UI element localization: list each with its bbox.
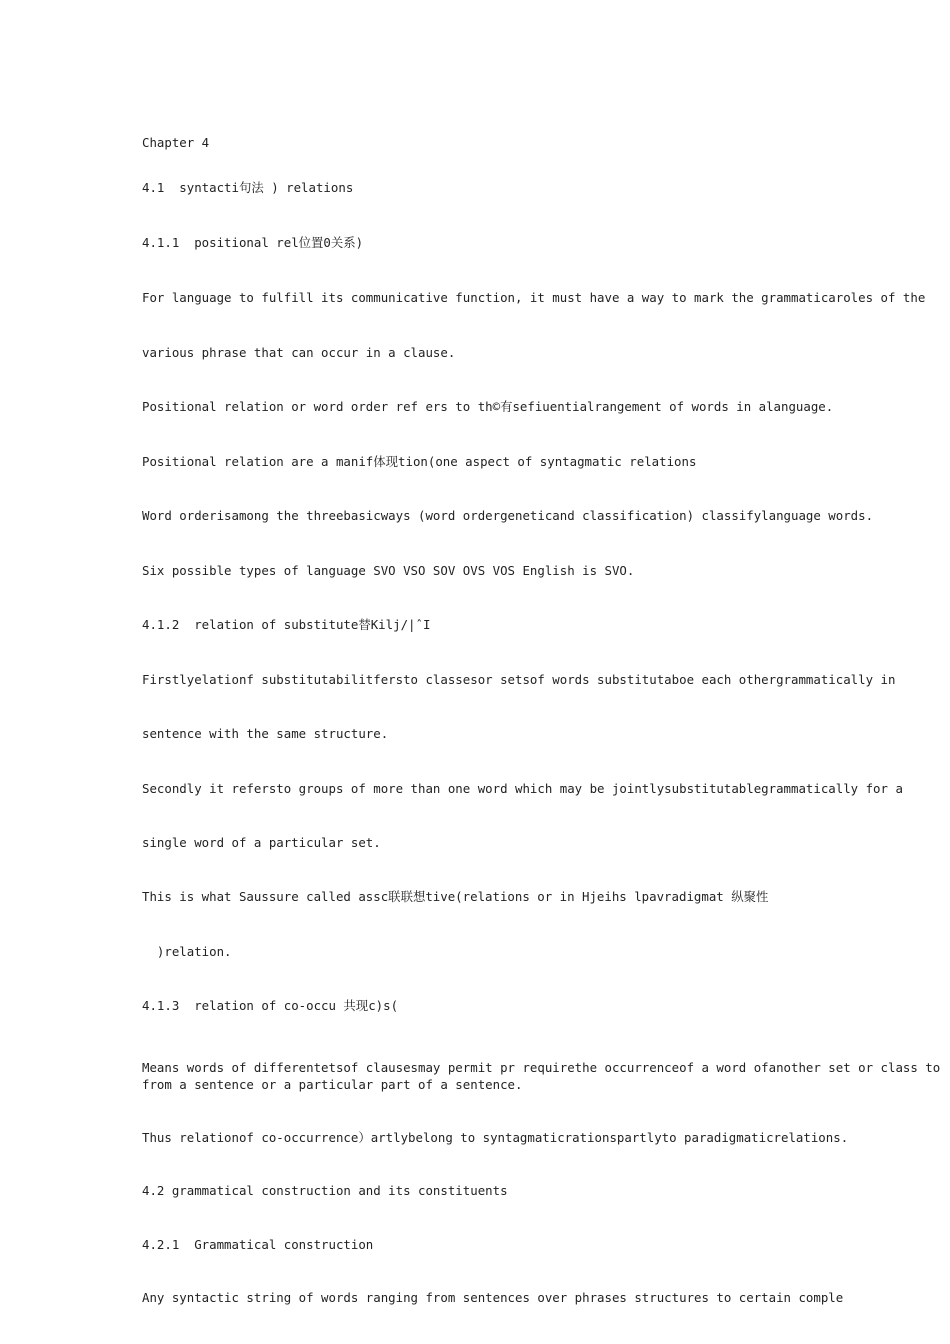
subsection-heading-4-1-3: 4.1.3 relation of co-occu 共现c)s( [142, 998, 399, 1013]
chapter-heading: Chapter 4 [142, 135, 210, 150]
paragraph-line: Positional relation are a manif体现tion(one aspect of syntagmatic relations [142, 454, 697, 469]
paragraph-line: Positional relation or word order ref ers to th©有sefiuentialrangement of words in alanguage. [142, 399, 834, 414]
paragraph-line: Secondly it refersto groups of more than one word which may be jointlysubstitutablegrammatically for a [142, 781, 903, 796]
paragraph-line: Thus relationof co-occurrence）artlybelong to syntagmaticrationspartlyto paradigmaticrelations. [142, 1130, 849, 1145]
paragraph-line: Word orderisamong the threebasicways (word ordergeneticand classification) classifylanguage words. [142, 508, 874, 523]
paragraph-line: For language to fulfill its communicative function, it must have a way to mark the grammaticaroles of the [142, 290, 926, 305]
paragraph-line: Any syntactic string of words ranging from sentences over phrases structures to certain comple [142, 1290, 844, 1305]
subsection-heading-4-2-1: 4.2.1 Grammatical construction [142, 1237, 374, 1252]
paragraph-line: Firstlyelationf substitutabilitfersto classesor setsof words substitutaboe each othergrammatically in [142, 672, 896, 687]
paragraph-line: various phrase that can occur in a clause. [142, 345, 456, 360]
paragraph-line: sentence with the same structure. [142, 726, 389, 741]
paragraph-line: )relation. [142, 944, 232, 959]
subsection-heading-4-1-1: 4.1.1 positional rel位置0关系) [142, 235, 364, 250]
paragraph-block: Means words of differentetsof clausesmay permit pr requirethe occurrenceof a word ofanother set or class to from a sentence or a particular part of a sentence. [142, 1060, 941, 1092]
paragraph-line: single word of a particular set. [142, 835, 381, 850]
paragraph-line: Six possible types of language SVO VSO SOV OVS VOS English is SVO. [142, 563, 635, 578]
paragraph-line: This is what Saussure called assc联联想tive(relations or in Hjeihs lpavradigmat 纵聚性 [142, 889, 769, 904]
section-heading-4-2: 4.2 grammatical construction and its constituents [142, 1183, 508, 1198]
subsection-heading-4-1-2: 4.1.2 relation of substitute替Kilj/|ˆI [142, 617, 431, 632]
section-heading-4-1: 4.1 syntacti句法 ) relations [142, 180, 354, 195]
